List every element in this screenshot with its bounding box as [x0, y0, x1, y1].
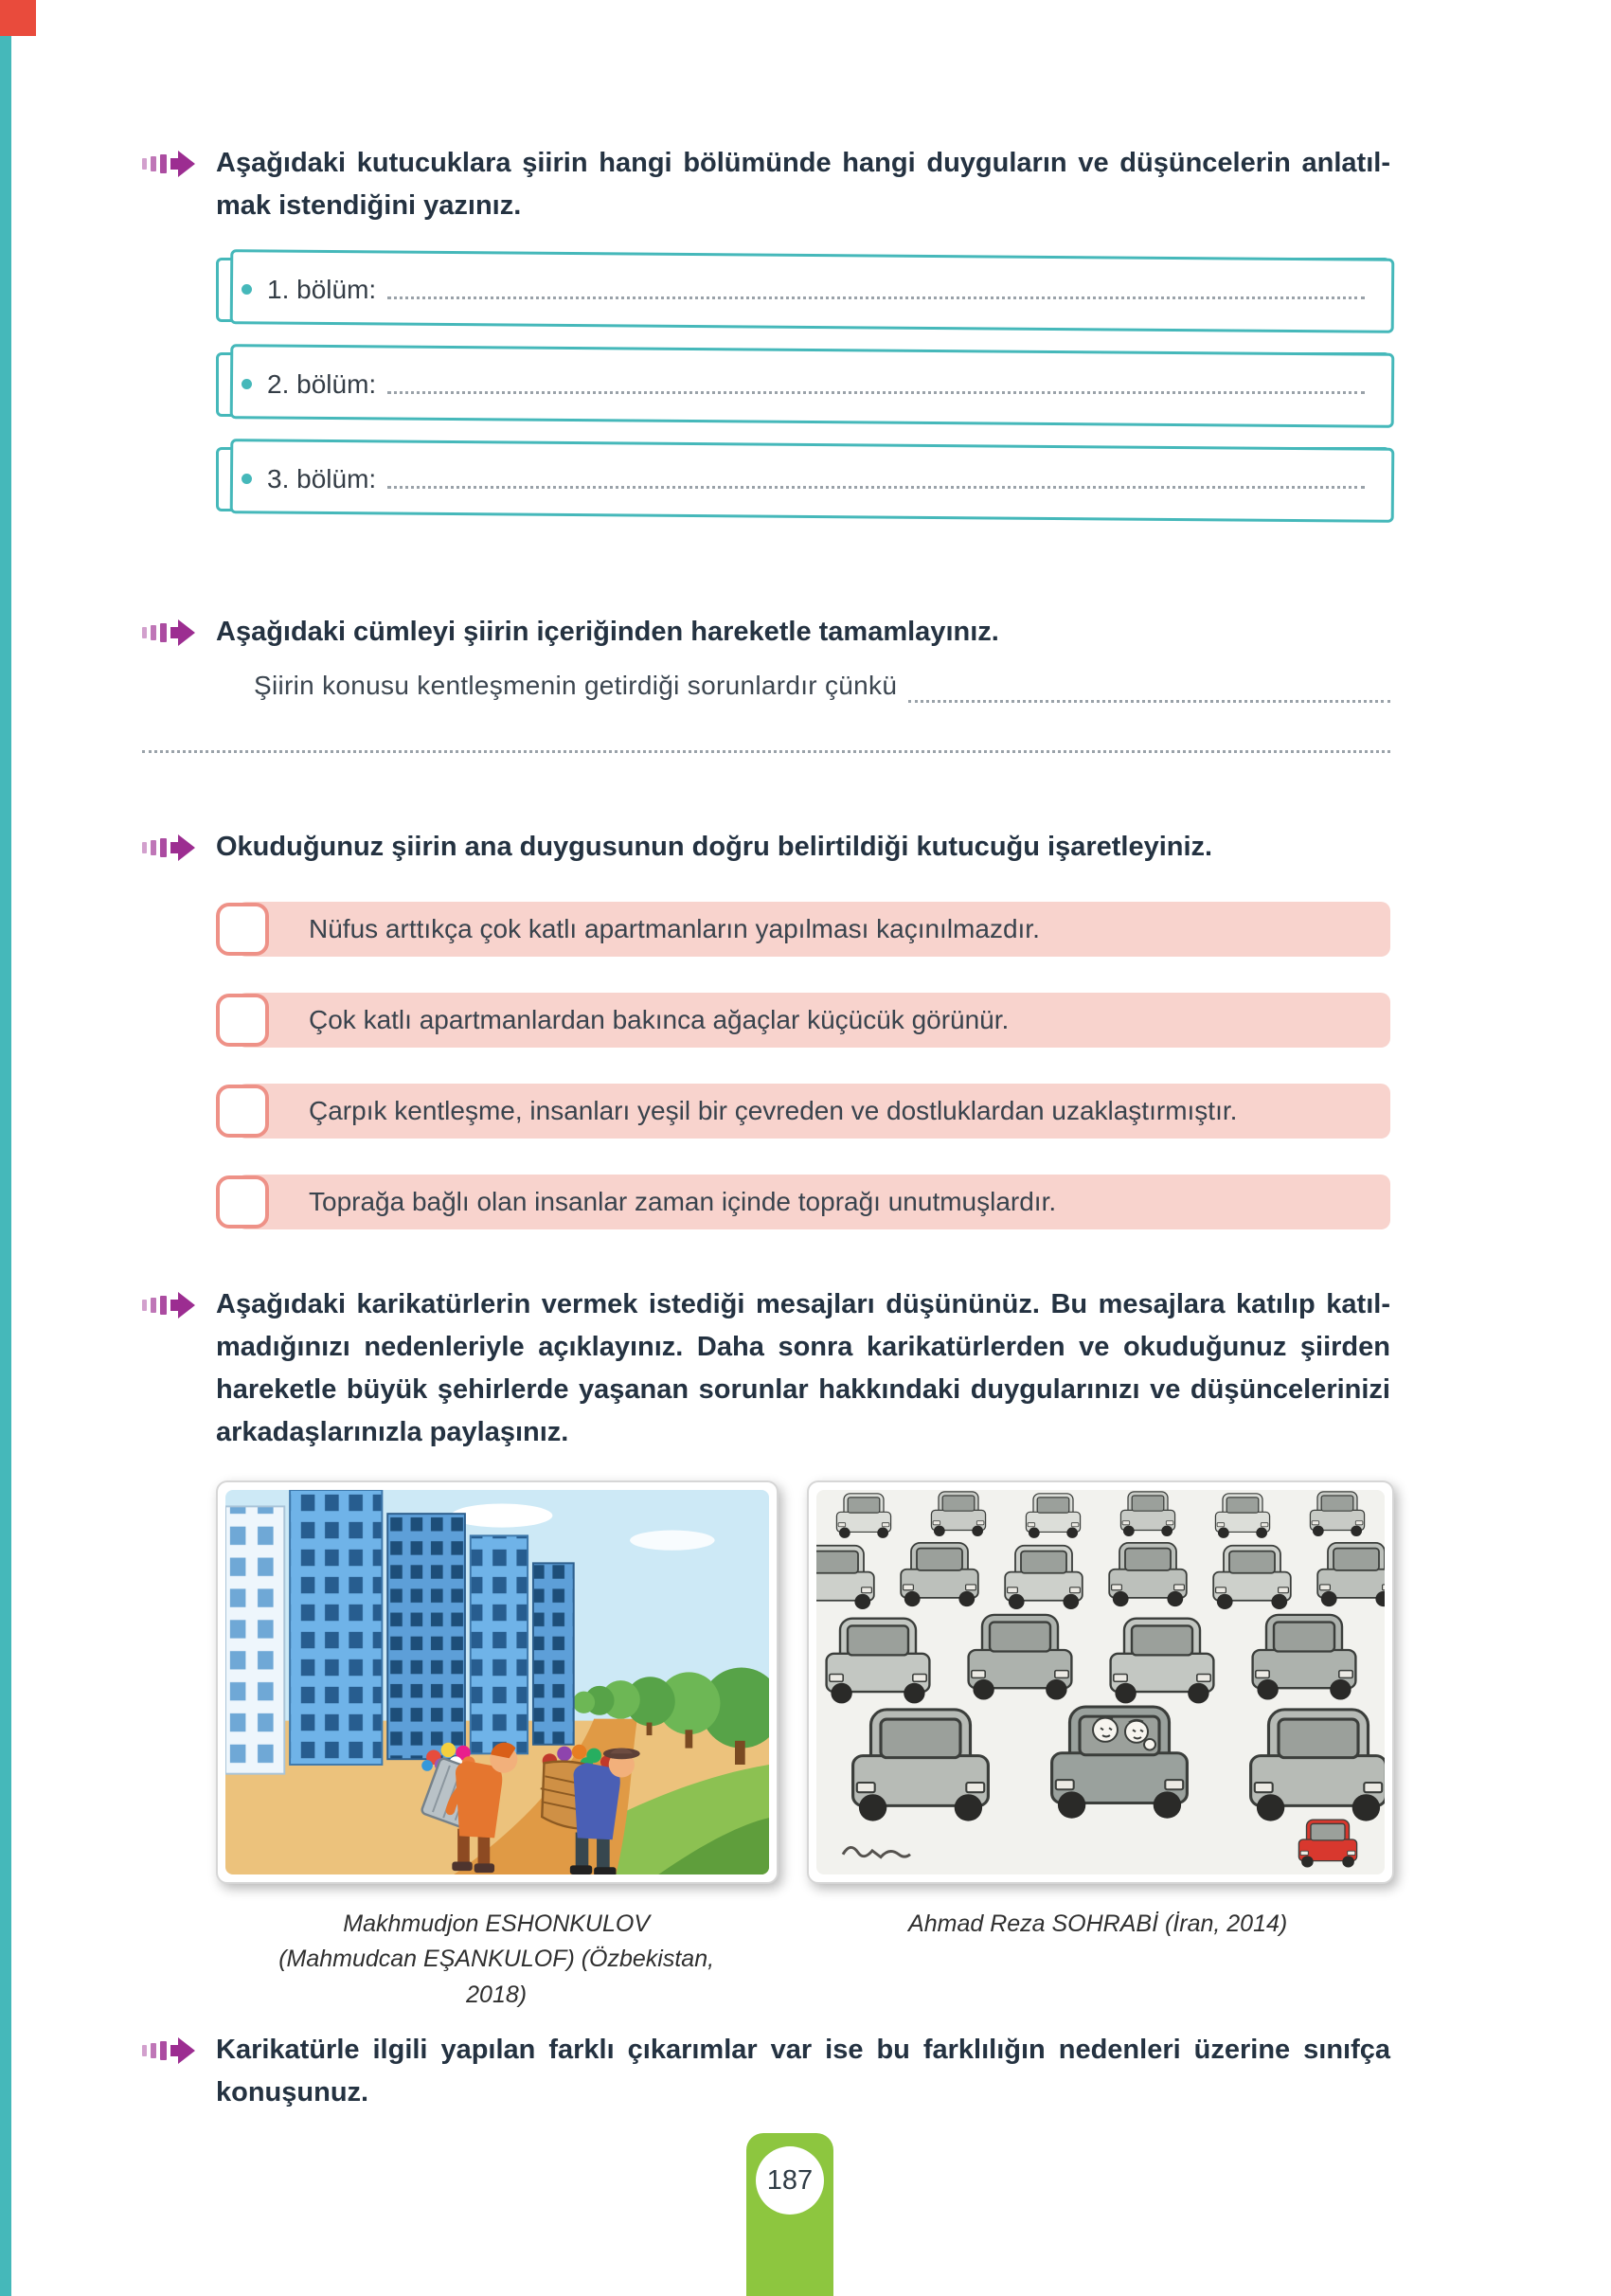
option-row-4 — [216, 1172, 1390, 1232]
answer-box-bolum-1 — [216, 258, 1390, 322]
bullet-dot-icon — [242, 379, 252, 389]
task-section-3 — [142, 826, 1390, 1232]
answer-checkbox[interactable] — [216, 994, 269, 1047]
task-1-prompt: Aşağıdaki kutucuklara şiirin hangi bölümünde hangi duyguların ve düşüncelerin anlatılmak istendiğini yazınız. — [216, 148, 1390, 221]
left-edge-strip — [0, 0, 11, 2296]
answer-box-label: 2. bölüm: — [267, 368, 377, 399]
task-section-5 — [142, 2029, 1390, 2114]
task-3-header — [142, 826, 1390, 869]
task-arrow-icon — [142, 1289, 197, 1321]
option-row-2 — [216, 990, 1390, 1050]
answer-checkbox[interactable] — [216, 1085, 269, 1138]
write-in-line[interactable] — [387, 391, 1365, 394]
page-number: 187 — [766, 2164, 814, 2196]
cartoon-captions — [216, 1907, 1390, 2014]
task-4-header — [142, 1283, 1390, 1454]
task-section-4 — [142, 1283, 1390, 2013]
answer-box-bolum-3 — [216, 447, 1390, 511]
task-arrow-icon — [142, 617, 197, 649]
task-3-prompt: Okuduğunuz şiirin ana duygusunun doğru belirtildiği kutucuğu işaretleyiniz. — [216, 832, 1213, 862]
option-bar — [237, 902, 1390, 957]
answer-checkbox[interactable] — [216, 903, 269, 956]
task-arrow-icon — [142, 832, 197, 864]
task-2-header — [142, 611, 1390, 654]
caption-right: Ahmad Reza SOHRABİ (İran, 2014) — [908, 1910, 1288, 1937]
task-2-prompt: Aşağıdaki cümleyi şiirin içeriğinden hareketle tamamlayınız. — [216, 617, 999, 647]
caption-left: Makhmudjon ESHONKULOV (Mahmudcan EŞANKULOF) (Özbekistan, 2018) — [278, 1910, 715, 2008]
option-bar — [237, 1175, 1390, 1229]
cartoon-row — [216, 1480, 1390, 1884]
option-text: Çarpık kentleşme, insanları yeşil bir çevreden ve dostluklardan uzaklaştırmıştır. — [309, 1095, 1238, 1125]
option-row-1 — [216, 899, 1390, 960]
answer-box-label: 3. bölüm: — [267, 463, 377, 493]
task-3-options — [216, 899, 1390, 1232]
option-text: Nüfus arttıkça çok katlı apartmanların yapılması kaçınılmazdır. — [309, 913, 1040, 943]
sentence-start: Şiirin konusu kentleşmenin getirdiği sorunlardır çünkü — [254, 670, 898, 700]
task-section-1 — [142, 142, 1390, 511]
task-arrow-icon — [142, 2035, 197, 2067]
cartoon-apartment-flowers — [225, 1490, 769, 1874]
cartoon-left-frame — [216, 1480, 779, 1884]
option-text: Çok katlı apartmanlardan bakınca ağaçlar küçücük görünür. — [309, 1004, 1010, 1034]
option-row-3 — [216, 1081, 1390, 1141]
task-4-prompt: Aşağıdaki karikatürlerin vermek istediği mesajları düşününüz. Bu mesajlara katılıp katılmadığınızı nedenleriyle açıklayınız. Daha sonra karikatürlerden ve okuduğunuz şiirden hareketle büyük şehirlerde yaşanan sorunlar hakkındaki duygularınızı ve düşüncelerinizi arkadaşlarınızla paylaşınız. — [216, 1289, 1390, 1447]
option-bar — [237, 993, 1390, 1048]
page-number-badge — [756, 2146, 824, 2215]
write-in-line[interactable] — [387, 486, 1365, 489]
task-5-header — [142, 2029, 1390, 2114]
task-section-2 — [142, 611, 1390, 753]
answer-checkbox[interactable] — [216, 1175, 269, 1229]
task-arrow-icon — [142, 148, 197, 180]
write-in-line[interactable] — [908, 700, 1390, 703]
corner-red-square — [0, 0, 36, 36]
cartoon-traffic-jam — [816, 1490, 1385, 1874]
task-2-sentence — [254, 671, 1390, 701]
option-bar — [237, 1084, 1390, 1139]
task-1-header — [142, 142, 1390, 227]
write-in-line[interactable] — [387, 296, 1365, 299]
option-text: Toprağa bağlı olan insanlar zaman içinde toprağı unutmuşlardır. — [309, 1186, 1057, 1216]
bullet-dot-icon — [242, 474, 252, 484]
cartoon-right-frame — [807, 1480, 1394, 1884]
task-1-answer-boxes — [216, 258, 1390, 511]
write-in-line[interactable] — [142, 750, 1390, 753]
answer-box-bolum-2 — [216, 352, 1390, 417]
bullet-dot-icon — [242, 284, 252, 295]
answer-box-label: 1. bölüm: — [267, 274, 377, 304]
task-5-prompt: Karikatürle ilgili yapılan farklı çıkarımlar var ise bu farklılığın nedenleri üzerine sınıfça konuşunuz. — [216, 2035, 1390, 2108]
page-number-tab — [746, 2133, 833, 2296]
